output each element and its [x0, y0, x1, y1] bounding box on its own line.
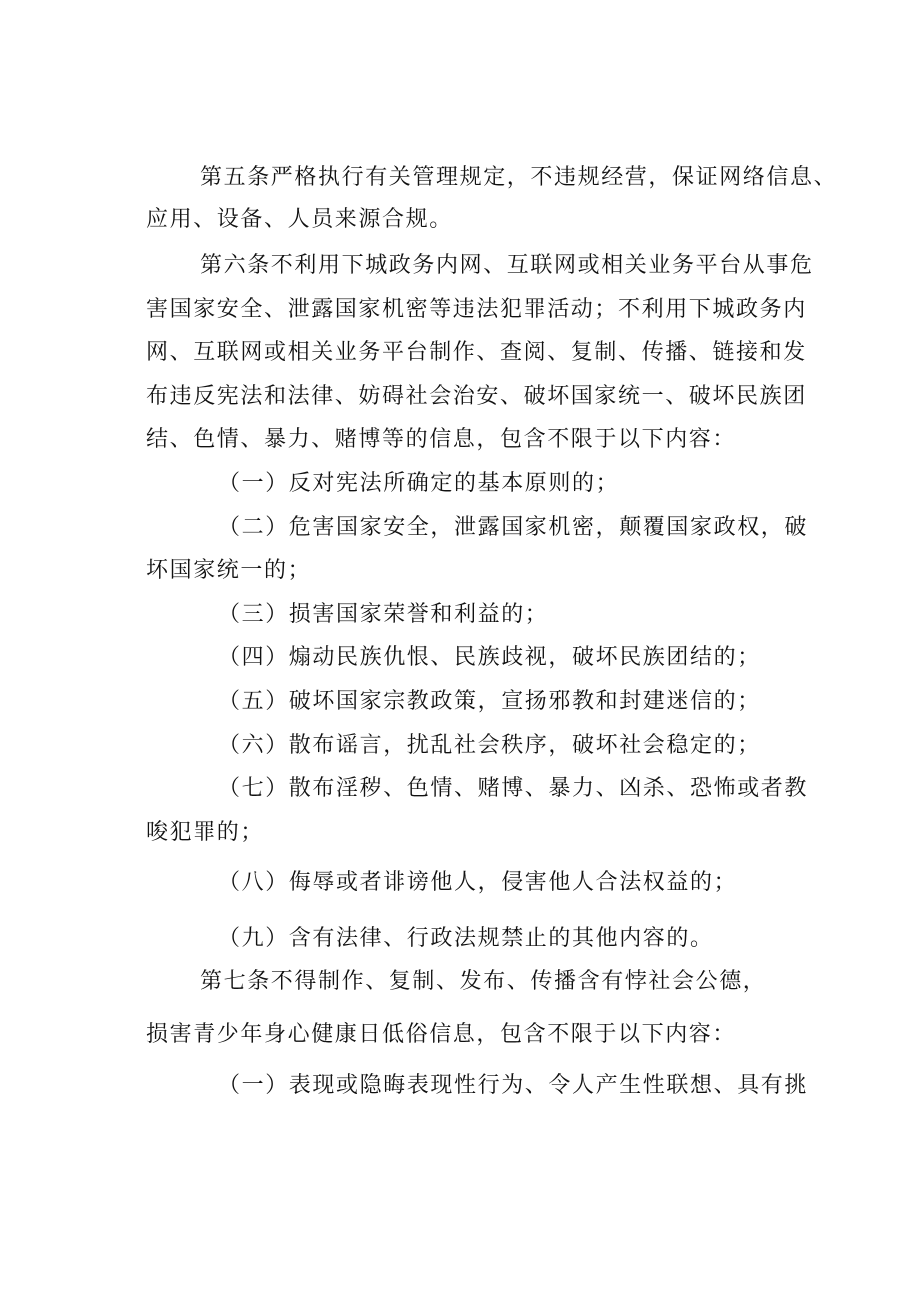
article-7-item-1: （一）表现或隐晦表现性行为、令人产生性联想、具有挑 [218, 1073, 809, 1098]
article-6-item-4: （四）煽动民族仇恨、民族歧视，破坏民族团结的； [218, 645, 761, 670]
article-6-line-1: 第六条不利用下城政务内网、互联网或相关业务平台从事危 [200, 253, 814, 278]
article-6-item-6: （六）散布谣言，扰乱社会秩序，破坏社会稳定的； [218, 733, 761, 758]
article-6-item-2-line-2: 坏国家统一的； [146, 558, 312, 583]
article-5-line-1: 第五条严格执行有关管理规定，不违规经营，保证网络信息、 [200, 165, 838, 190]
article-6-item-3: （三）损害国家荣誉和利益的； [218, 602, 549, 627]
article-6-line-5: 结、色情、暴力、赌博等的信息，包含不限于以下内容： [146, 427, 737, 452]
article-6-item-9: （九）含有法律、行政法规禁止的其他内容的。 [218, 926, 714, 951]
article-6-item-7-line-1: （七）散布淫秽、色情、赌博、暴力、凶杀、恐怖或者教 [218, 776, 809, 801]
article-6-item-2-line-1: （二）危害国家安全，泄露国家机密，颠覆国家政权，破 [218, 515, 809, 540]
article-6-item-7-line-2: 唆犯罪的； [146, 820, 265, 845]
article-5-line-2: 应用、设备、人员来源合规。 [146, 207, 453, 232]
article-6-item-5: （五）破坏国家宗教政策，宣扬邪教和封建迷信的； [218, 689, 761, 714]
article-7-line-1: 第七条不得制作、复制、发布、传播含有悖社会公德， [200, 969, 767, 994]
article-6-item-1: （一）反对宪法所确定的基本原则的； [218, 471, 620, 496]
article-6-item-8: （八）侮辱或者诽谤他人，侵害他人合法权益的； [218, 870, 738, 895]
article-6-line-2: 害国家安全、泄露国家机密等违法犯罪活动；不利用下城政务内 [146, 297, 807, 322]
article-7-line-2: 损害青少年身心健康日低俗信息，包含不限于以下内容： [146, 1022, 737, 1047]
article-6-line-3: 网、互联网或相关业务平台制作、查阅、复制、传播、链接和发 [146, 340, 807, 365]
article-6-line-4: 布违反宪法和法律、妨碍社会治安、破坏国家统一、破坏民族团 [146, 384, 807, 409]
